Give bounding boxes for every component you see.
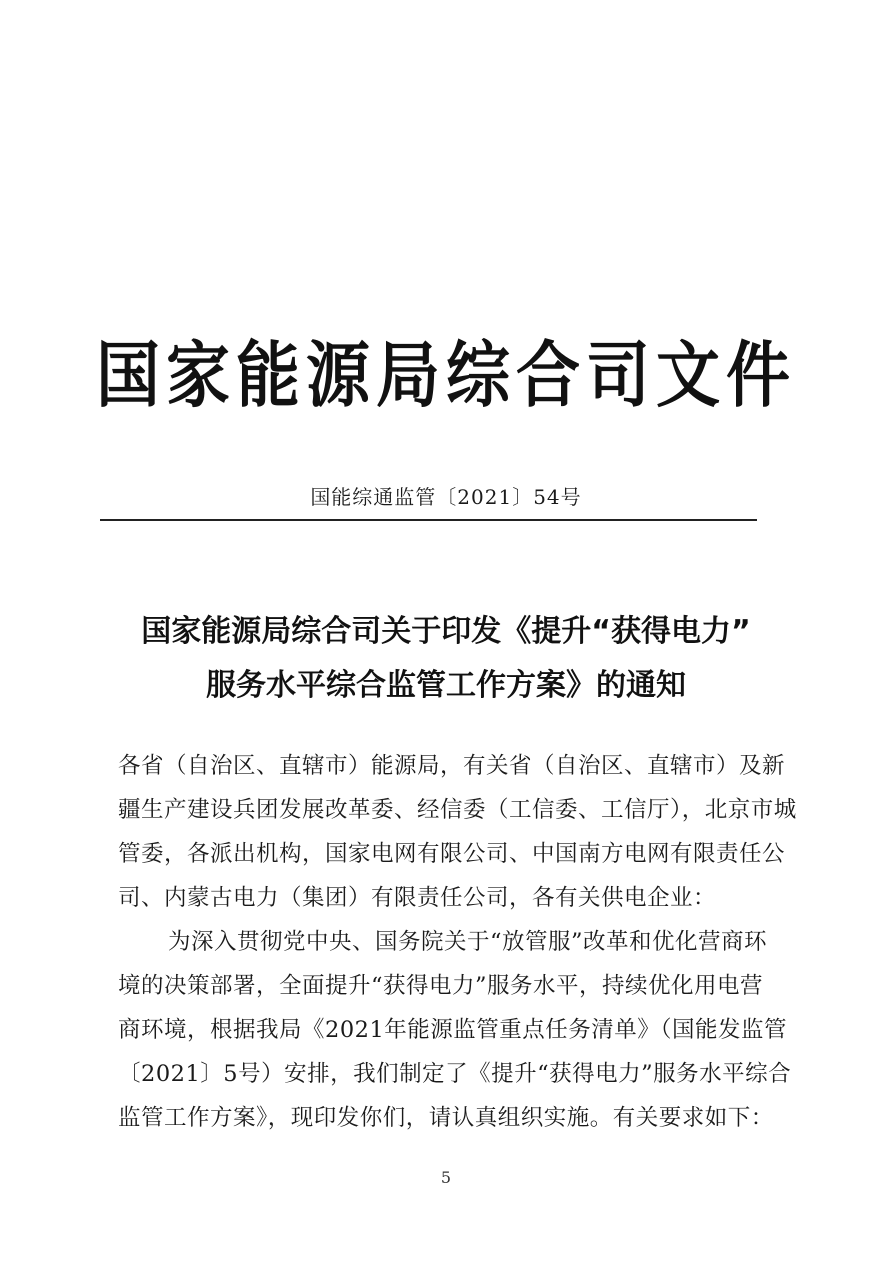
body-line-2: 疆生产建设兵团发展改革委、经信委（工信委、工信厅），北京市城 [118,797,797,823]
page-number: 5 [440,1168,452,1187]
body-line-6: 境的决策部署，全面提升“获得电力”服务水平，持续优化用电营 [118,973,764,999]
notice-title-line-2: 服务水平综合监管工作方案》的通知 [206,668,686,703]
document-number: 国能综通监管〔2021〕54号 [310,485,582,509]
body-line-9: 监管工作方案》，现印发你们，请认真组织实施。有关要求如下： [118,1105,774,1131]
header-divider [100,519,757,521]
issuer-header-title: 国家能源局综合司文件 [96,334,796,418]
body-line-4: 司、内蒙古电力（集团）有限责任公司，各有关供电企业： [118,885,717,911]
notice-title-line-1: 国家能源局综合司关于印发《提升“获得电力” [141,614,751,649]
body-line-5: 为深入贯彻党中央、国务院关于“放管服”改革和优化营商环 [168,929,768,955]
body-line-7: 商环境，根据我局《2021年能源监管重点任务清单》（国能发监管 [118,1017,788,1043]
body-line-1: 各省（自治区、直辖市）能源局，有关省（自治区、直辖市）及新 [118,753,786,779]
body-line-8: 〔2021〕5号）安排，我们制定了《提升“获得电力”服务水平综合 [118,1061,792,1087]
body-line-3: 管委，各派出机构，国家电网有限公司、中国南方电网有限责任公 [118,841,786,867]
